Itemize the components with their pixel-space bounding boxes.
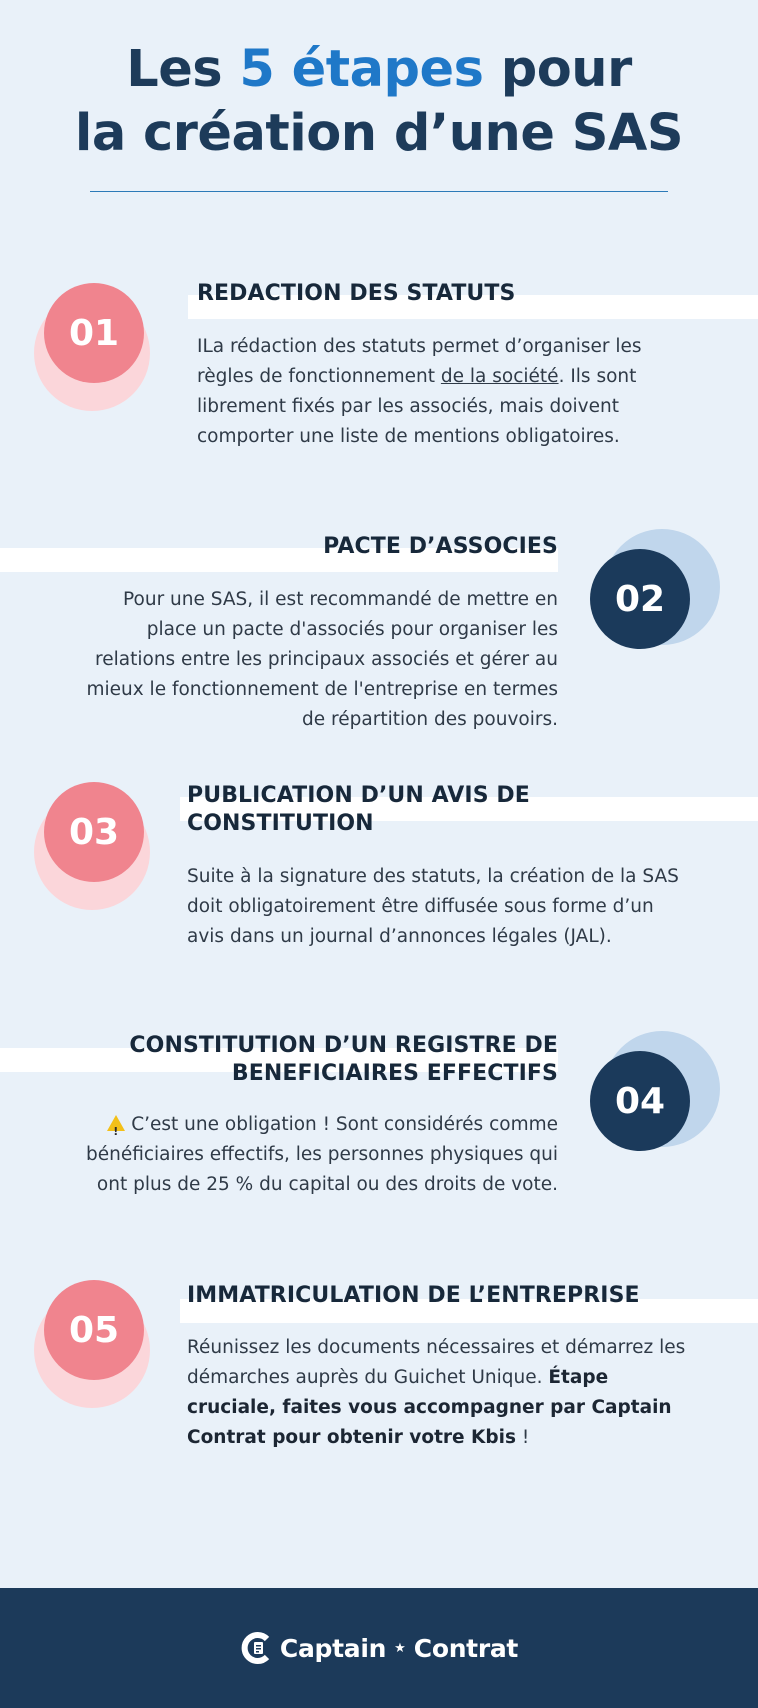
heading-line: CONSTITUTION [187,811,374,836]
footer [0,1588,758,1708]
societe-link[interactable]: de la société [440,366,559,387]
step-heading [60,1032,558,1088]
step-text-part: Réunissez les documents nécessaires et démarrez les démarches auprès du Guichet Unique. [187,1337,686,1388]
title-accent: 5 étapes [239,40,484,99]
step-text-part: C’est une obligation ! Sont considérés comme bénéficiaires effectifs, les personnes physiques qui ont plus de 25 % du capital ou des droits de vote. [85,1114,558,1195]
step-text [187,1333,687,1453]
step-number: 03 [44,782,144,882]
captain-contrat-logo[interactable] [240,1631,518,1665]
title-divider [90,191,668,192]
step-text [197,332,702,452]
step-badge [44,782,144,882]
step-heading: REDACTION DES STATUTS [197,281,516,306]
heading-line: CONSTITUTION D’UN REGISTRE DE [129,1033,558,1058]
step-heading: IMMATRICULATION DE L’ENTREPRISE [187,1283,640,1308]
step-number: 04 [590,1051,690,1151]
warning-icon [107,1115,125,1131]
title-line2: la création d’une SAS [74,104,684,163]
step-badge [590,1051,690,1151]
step-text-part: ! [515,1427,530,1448]
brand-name-left: Captain [279,1633,387,1663]
step-text-part: . Ils sont librement fixés par les associés, mais doivent comporter une liste de mentions obligatoires. [197,366,637,447]
star-icon: ★ [394,1640,406,1656]
brand-name-right: Contrat [413,1633,519,1663]
step-text-part: ILa rédaction des statuts permet d’organiser les règles de fonctionnement [197,336,642,387]
step-text-bold: Étape cruciale, faites vous accompagner par Captain Contrat pour obtenir votre Kbis [187,1367,672,1448]
captain-contrat-logo-icon [240,1631,274,1665]
step-text: Pour une SAS, il est recommandé de mettre en place un pacte d'associés pour organiser les relations entre les principaux associés et gérer au mieux le fonctionnement de l'entreprise en termes de répartition des pouvoirs. [86,589,558,730]
title-part2: pour [483,40,632,99]
step-number: 05 [44,1280,144,1380]
step-badge [44,283,144,383]
heading-line: BENEFICIAIRES EFFECTIFS [231,1061,558,1086]
step-text: Suite à la signature des statuts, la création de la SAS doit obligatoirement être diffusée sous forme d’un avis dans un journal d’annonces légales (JAL). [187,866,679,947]
title-part1: Les [126,40,240,99]
heading-line: PUBLICATION D’UN AVIS DE [187,783,530,808]
step-number: 02 [590,549,690,649]
step-heading [187,782,747,838]
step-number: 01 [44,283,144,383]
step-badge [590,549,690,649]
step-badge [44,1280,144,1380]
step-heading: PACTE D’ASSOCIES [323,534,558,559]
step-text [50,1110,558,1200]
page-title [0,38,758,166]
